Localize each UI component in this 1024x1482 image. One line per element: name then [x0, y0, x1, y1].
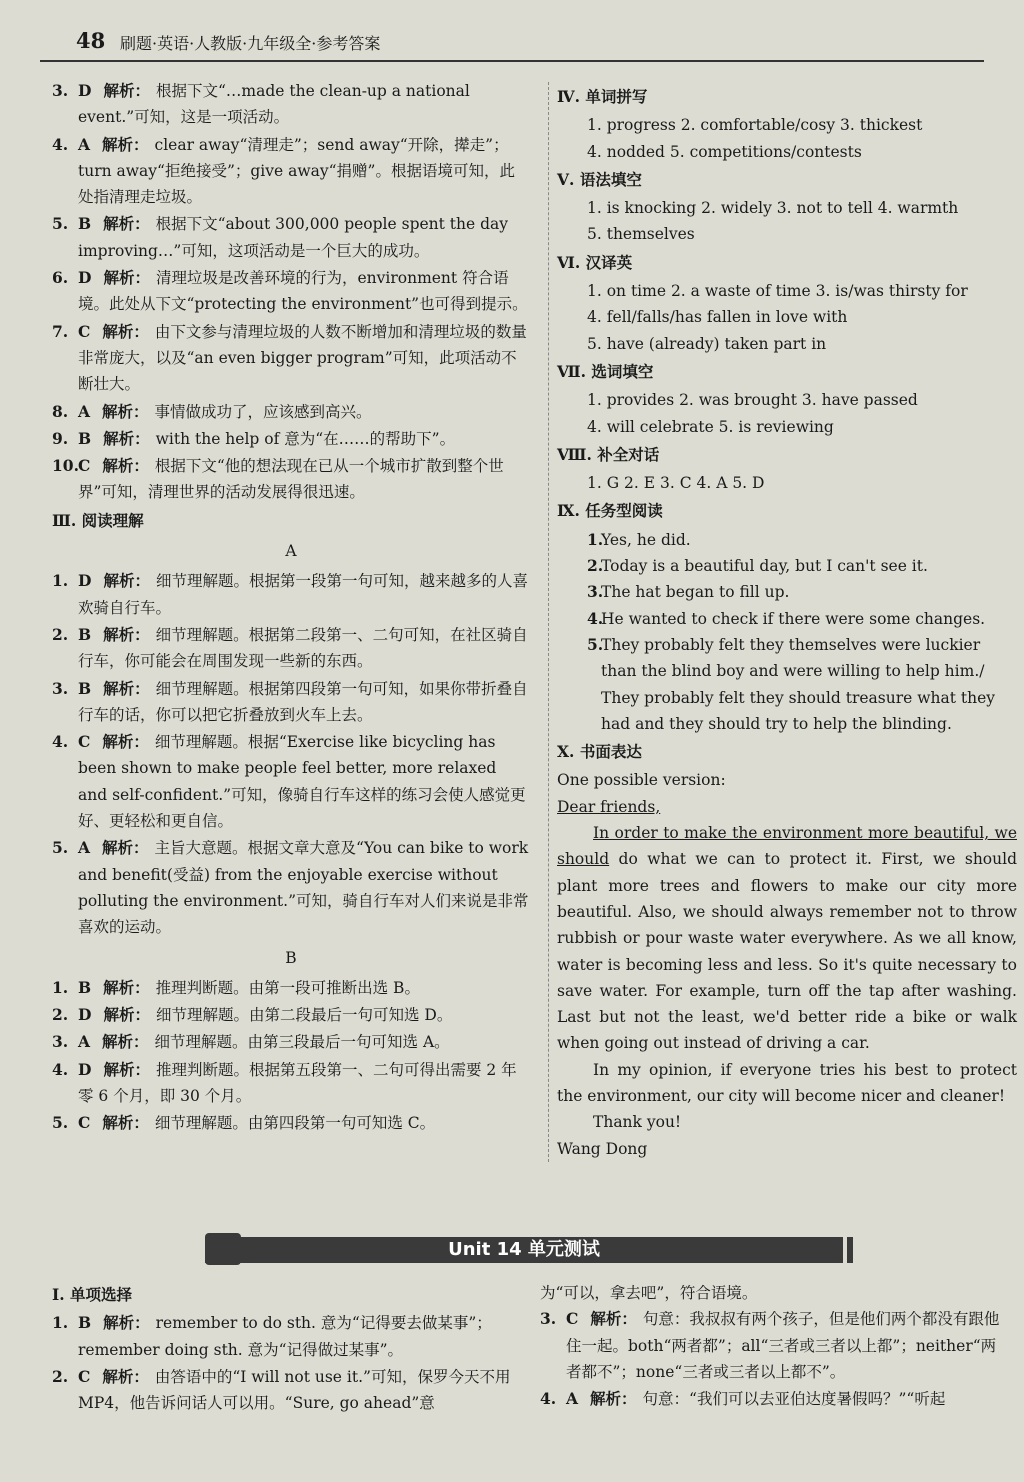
answer-letter: D — [78, 1059, 92, 1079]
analysis-label: 解析： — [103, 678, 150, 698]
section-10: Ⅹ. 书面表达 — [557, 742, 642, 762]
part-b-label: B — [285, 948, 297, 967]
item-number: 2. — [52, 1366, 69, 1386]
item-number: 1. — [52, 1313, 69, 1333]
answer-text: They probably felt they themselves were luckier than the blind boy and were willing to help him./ They probably felt they should treasure what they had and they should try to help the blinding. — [601, 635, 996, 733]
analysis-text: 细节理解题。根据“Exercise like bicycling has been shown to make people feel better, more relaxed and self-confident.”可知，像骑自行车这样的练习会使人感觉更好、更轻松和更自信。 — [78, 733, 526, 831]
item-number: 1. — [52, 571, 69, 591]
section-5: Ⅴ. 语法填空 — [557, 169, 642, 189]
item-number: 4. — [587, 608, 604, 628]
item-number: 3. — [52, 81, 69, 100]
answer-item — [52, 622, 530, 675]
answer-letter: D — [78, 1005, 92, 1025]
essay — [557, 767, 1017, 1161]
answer-letter: C — [78, 1366, 91, 1386]
item-number: 10. — [52, 456, 79, 476]
item-number: 2. — [52, 1005, 69, 1025]
item-number: 5. — [52, 838, 69, 858]
task-answer — [557, 579, 1017, 605]
answer-item — [52, 1002, 530, 1028]
answer-item — [52, 1057, 530, 1110]
essay-signature: Wang Dong — [557, 1139, 648, 1158]
task-answer — [557, 553, 1017, 579]
analysis-text: 细节理解题。根据第四段第一句可知，如果你带折叠自行车的话，你可以把它折叠放到火车上去。 — [78, 679, 528, 724]
bottom-left-column — [52, 1280, 530, 1417]
answer-item — [52, 1310, 530, 1363]
item-number: 5. — [587, 634, 604, 654]
analysis-text: 由答语中的“I will not use it.”可知，保罗今天不用 MP4，他告诉问话人可以用。“Sure, go ahead”意 — [78, 1367, 511, 1413]
answer-text: He wanted to check if there were some changes. — [601, 609, 986, 628]
answers-part-b — [52, 975, 530, 1137]
answer-row: 1. progress 2. comfortable/cosy 3. thickest — [587, 116, 923, 135]
analysis-label: 解析： — [102, 456, 149, 476]
section-reading: Ⅲ. 阅读理解 — [52, 510, 144, 530]
answer-text: Today is a beautiful day, but I can't see it. — [601, 557, 928, 576]
section-7: Ⅶ. 选词填空 — [557, 361, 654, 381]
analysis-text: 由下文参与清理垃圾的人数不断增加和清理垃圾的数量非常庞大，以及“an even bigger program”可知，此项活动不断壮大。 — [78, 322, 527, 394]
answer-letter: C — [78, 732, 91, 752]
item-number: 3. — [52, 1032, 69, 1052]
answer-row: 1. on time 2. a waste of time 3. is/was thirsty for — [587, 282, 968, 301]
item-number: 1. — [52, 977, 69, 997]
answer-letter: D — [78, 268, 92, 288]
answer-item — [52, 399, 530, 425]
item-number: 9. — [52, 428, 69, 448]
answer-item — [52, 426, 530, 452]
item-number: 6. — [52, 268, 69, 288]
answer-item — [52, 729, 530, 834]
answer-item — [52, 319, 530, 398]
item-number: 8. — [52, 401, 69, 421]
answer-row: 1. provides 2. was brought 3. have passed — [587, 391, 918, 410]
analysis-text: 细节理解题。根据第一段第一句可知，越来越多的人喜欢骑自行车。 — [78, 572, 528, 617]
item-number: 7. — [52, 321, 69, 341]
section-6: Ⅵ. 汉译英 — [557, 252, 633, 272]
single-choice-answers-right — [540, 1306, 1008, 1412]
answer-item — [52, 265, 530, 318]
essay-intro: One possible version: — [557, 771, 726, 790]
answer-item — [52, 78, 530, 131]
section-single-choice: Ⅰ. 单项选择 — [52, 1285, 133, 1304]
single-choice-answers-left — [52, 1310, 530, 1416]
answer-item — [540, 1306, 1008, 1385]
answer-letter: D — [78, 571, 92, 591]
analysis-text: 细节理解题。根据第二段第一、二句可知，在社区骑自行车，你可能会在周围发现一些新的东西。 — [78, 625, 528, 671]
answer-letter: C — [78, 321, 91, 341]
answer-letter: B — [78, 977, 92, 997]
item-number: 3. — [52, 678, 69, 698]
answer-letter: B — [78, 214, 92, 234]
answer-letter: C — [566, 1309, 579, 1329]
analysis-text: remember to do sth. 意为“记得要去做某事”；remember doing sth. 意为“记得做过某事”。 — [78, 1314, 492, 1359]
answer-letter: C — [78, 1113, 91, 1133]
answer-row: 1. G 2. E 3. C 4. A 5. D — [587, 474, 765, 493]
page-number: 48 — [76, 28, 106, 53]
answer-item — [52, 1364, 530, 1417]
analysis-label: 解析： — [103, 1059, 150, 1079]
answer-item — [540, 1386, 1008, 1412]
analysis-label: 解析： — [102, 134, 149, 154]
analysis-label: 解析： — [103, 428, 150, 448]
essay-paragraph-2: In my opinion, if everyone tries his best to protect the environment, our city will become nicer and cleaner! — [557, 1060, 1017, 1105]
item-number: 5. — [52, 214, 69, 234]
answer-item — [52, 1110, 530, 1136]
item-number: 3. — [540, 1309, 557, 1329]
analysis-label: 解析： — [103, 1313, 150, 1333]
analysis-label: 解析： — [590, 1309, 637, 1329]
analysis-label: 解析： — [103, 977, 150, 997]
bottom-right-column — [540, 1280, 1008, 1413]
right-column — [548, 82, 1017, 1162]
section-8-answers — [557, 470, 1017, 496]
analysis-text: with the help of 意为“在……的帮助下”。 — [155, 429, 456, 448]
answers-part-a — [52, 568, 530, 940]
answer-text: Yes, he did. — [601, 530, 691, 549]
analysis-text: 句意：“我们可以去亚伯达度暑假吗？”“听起 — [642, 1390, 946, 1409]
answer-item — [52, 975, 530, 1001]
essay-greeting: Dear friends, — [557, 797, 661, 816]
answer-letter: C — [78, 456, 91, 476]
analysis-text: 清理垃圾是改善环境的行为，environment 符合语境。此处从下文“protecting the environment”也可得到提示。 — [78, 269, 528, 314]
continued-text: 为“可以，拿去吧”，符合语境。 — [540, 1284, 758, 1302]
item-number: 3. — [587, 582, 604, 602]
analysis-label: 解析： — [102, 838, 149, 858]
answer-item — [52, 453, 530, 506]
task-answer — [557, 606, 1017, 632]
analysis-label: 解析： — [102, 732, 149, 752]
unit-banner: Unit 14 单元测试 — [205, 1237, 843, 1263]
page-header — [40, 26, 984, 62]
task-answer — [557, 527, 1017, 553]
section-4: Ⅳ. 单词拼写 — [557, 87, 648, 106]
item-number: 4. — [52, 134, 69, 154]
analysis-label: 解析： — [102, 1032, 149, 1052]
answer-row: 4. fell/falls/has fallen in love with — [587, 308, 848, 327]
answer-letter: B — [78, 624, 92, 644]
item-number: 4. — [52, 732, 69, 752]
section-9-answers — [557, 527, 1017, 737]
answer-letter: D — [78, 81, 92, 100]
answer-letter: B — [78, 428, 92, 448]
analysis-text: 句意：我叔叔有两个孩子，但是他们两个都没有跟他住一起。both“两者都”；all“三者或三者以上都”；neither“两者都不”；none“三者或三者以上都不”。 — [566, 1310, 1000, 1381]
section-4-answers — [557, 112, 1017, 165]
item-number: 2. — [587, 556, 604, 576]
analysis-text: 事情做成功了，应该感到高兴。 — [154, 402, 372, 421]
answer-letter: A — [78, 134, 91, 154]
answer-item — [52, 211, 530, 264]
analysis-text: 根据下文“…made the clean-up a national event.”可知，这是一项活动。 — [78, 82, 470, 127]
section-8: Ⅷ. 补全对话 — [557, 444, 660, 464]
analysis-text: 推理判断题。根据第五段第一、二句可得出需要 2 年零 6 个月，即 30 个月。 — [78, 1060, 517, 1105]
analysis-text: 细节理解题。由第二段最后一句可知选 D。 — [155, 1006, 453, 1025]
answer-row: 4. will celebrate 5. is reviewing — [587, 417, 834, 436]
answer-row: 5. themselves — [587, 225, 695, 244]
answer-text: The hat began to fill up. — [601, 583, 790, 602]
analysis-text: 推理判断题。由第一段可推断出选 B。 — [155, 978, 420, 997]
answer-item — [52, 835, 530, 940]
analysis-label: 解析： — [590, 1389, 637, 1409]
analysis-label: 解析： — [103, 571, 150, 591]
item-number: 1. — [587, 529, 604, 549]
answer-row: 5. have (already) taken part in — [587, 334, 827, 353]
answer-row: 4. nodded 5. competitions/contests — [587, 142, 862, 161]
answer-letter: A — [566, 1389, 579, 1409]
analysis-label: 解析： — [102, 1366, 149, 1386]
analysis-label: 解析： — [102, 401, 149, 421]
answer-item — [52, 568, 530, 621]
analysis-label: 解析： — [103, 1005, 150, 1025]
section-6-answers — [557, 278, 1017, 357]
section-9: Ⅸ. 任务型阅读 — [557, 501, 663, 521]
analysis-text: clear away“清理走”；send away“开除，撵走”；turn away“拒绝接受”；give away“捐赠”。根据语境可知，此处指清理走垃圾。 — [78, 135, 515, 207]
task-answer — [557, 632, 1017, 737]
answer-letter: B — [78, 1313, 92, 1333]
answer-letter: A — [78, 838, 91, 858]
analysis-label: 解析： — [102, 1113, 149, 1133]
answer-row: 1. is knocking 2. widely 3. not to tell 4. warmth — [587, 199, 959, 218]
analysis-label: 解析： — [103, 214, 150, 234]
answer-letter: B — [78, 678, 92, 698]
answer-letter: A — [78, 401, 91, 421]
analysis-label: 解析： — [102, 321, 149, 341]
analysis-text: 根据下文“about 300,000 people spent the day improving…”可知，这项活动是一个巨大的成功。 — [78, 215, 509, 260]
essay-p1-text: do what we can to protect it. First, we should plant more trees and flowers to make our city more beautiful. Also, we should always remember not to throw rubbish or pour waste water everywhere. As we all know, water is becoming less and less. So it's quite necessary to save water. For example, turn off the tap after washing. Last but not the least, we'd better ride a bike or walk when going out instead of driving a car. — [557, 850, 1017, 1053]
book-title: 刷题·英语·人教版·九年级全·参考答案 — [120, 34, 381, 53]
essay-p1-underlined: In order to make the environment more beautiful, we should — [557, 824, 1017, 869]
essay-closing: Thank you! — [593, 1113, 682, 1132]
analysis-text: 细节理解题。由第四段第一句可知选 C。 — [154, 1114, 436, 1133]
analysis-label: 解析： — [103, 81, 150, 100]
answers-top — [52, 78, 530, 506]
answer-item — [52, 132, 530, 211]
analysis-text: 细节理解题。由第三段最后一句可知选 A。 — [154, 1033, 450, 1052]
section-7-answers — [557, 387, 1017, 440]
essay-paragraph-1 — [557, 820, 1017, 1057]
item-number: 4. — [540, 1389, 557, 1409]
answer-letter: A — [78, 1032, 91, 1052]
answer-item — [52, 1029, 530, 1055]
analysis-text: 根据下文“他的想法现在已从一个城市扩散到整个世界”可知，清理世界的活动发展得很迅速。 — [78, 457, 504, 502]
left-column — [52, 78, 530, 1138]
analysis-label: 解析： — [103, 268, 150, 288]
item-number: 4. — [52, 1059, 69, 1079]
answer-item — [52, 676, 530, 729]
part-a-label: A — [285, 542, 297, 561]
analysis-text: 主旨大意题。根据文章大意及“You can bike to work and benefit(受益) from the enjoyable exercise without polluting the environment.”可知，骑自行车对人们来说是非常喜欢的运动。 — [78, 839, 529, 937]
analysis-label: 解析： — [103, 624, 150, 644]
section-5-answers — [557, 195, 1017, 248]
item-number: 5. — [52, 1113, 69, 1133]
item-number: 2. — [52, 624, 69, 644]
